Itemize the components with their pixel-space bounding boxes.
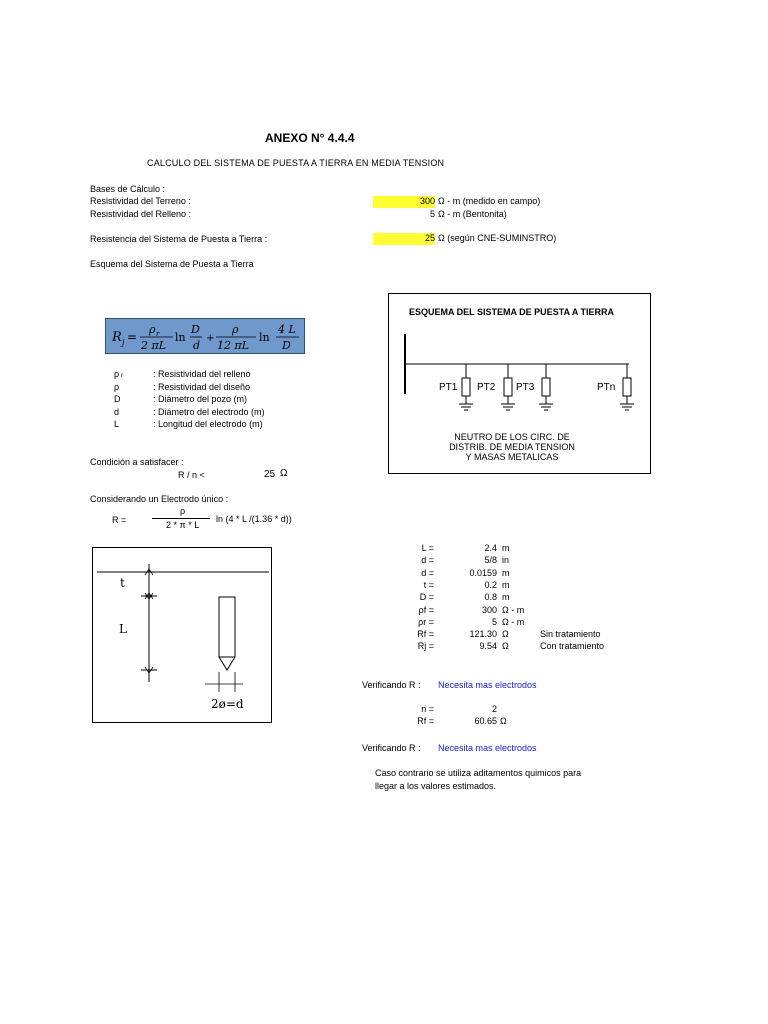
ground-rod-label: PT3 (516, 382, 535, 393)
legend-description: : Diámetro del pozo (m) (153, 394, 248, 404)
page-subtitle: CALCULO DEL SISTEMA DE PUESTA A TIERRA EN MEDIA TENSION (147, 158, 445, 168)
second-value: 60.65 (474, 715, 497, 726)
param-note: Con tratamiento (540, 641, 605, 652)
param-unit: Ω - m (502, 616, 525, 627)
legend-description: : Longitud del electrodo (m) (153, 419, 263, 429)
legend-symbol-sub: r (121, 373, 123, 379)
electrodo-num: ρ (180, 506, 186, 516)
resistencia-label: Resistencia del Sistema de Puesta a Tierra : (90, 234, 268, 244)
relleno-value: 5 (429, 209, 435, 219)
verify2-label: Verificando R : (362, 743, 421, 753)
condicion-unit: Ω (280, 468, 288, 479)
param-unit: Ω (502, 629, 509, 640)
formula-ln1: ln (175, 331, 186, 344)
param-name: ρf = (418, 604, 434, 615)
param-name: L = (421, 543, 434, 553)
formula-t2-num: D (191, 323, 200, 336)
electrodo-den: 2 * π * L (166, 520, 200, 530)
legend-symbol: ρ (114, 381, 120, 392)
param-unit: m (502, 543, 510, 553)
param-name: d = (421, 555, 434, 566)
second-name: n = (421, 704, 434, 714)
relleno-label: Resistividad del Relleno : (90, 209, 192, 219)
electrodo-r-eq: R = (112, 515, 127, 525)
ground-rod-label: PT1 (439, 382, 458, 393)
grounding-schema (388, 293, 651, 474)
electrodo-ln-expr: ln (4 * L /(1.36 * d)) (216, 514, 292, 524)
formula-ln2: ln (259, 331, 270, 344)
formula-lhs-sub: j (122, 338, 125, 347)
closing-line-1: Caso contrario se utiliza aditamentos quimicos para (375, 768, 582, 778)
param-name: Rf = (417, 629, 434, 640)
param-value: 121.30 (469, 629, 497, 640)
detail-t-label: t (120, 576, 125, 590)
esquema-label: Esquema del Sistema de Puesta a Tierra (90, 259, 254, 269)
param-unit: m (502, 567, 510, 578)
param-unit: Ω (502, 641, 509, 652)
page-title: ANEXO N° 4.4.4 (265, 131, 355, 145)
legend-symbol: d (114, 406, 120, 417)
param-name: t = (423, 579, 434, 590)
ground-rod-4 (623, 378, 631, 396)
param-value: 9.54 (479, 641, 497, 652)
ground-rod-1 (462, 378, 470, 396)
resistencia-value-cell[interactable] (373, 233, 435, 245)
second-value: 2 (491, 704, 497, 714)
bases-heading: Bases de Cálculo : (90, 184, 166, 194)
formula-plus: + (206, 333, 215, 344)
param-unit: in (502, 555, 510, 566)
electrode-detail (92, 547, 272, 723)
verify2-result: Necesita mas electrodos (438, 743, 537, 753)
formula-t3-num: ρ (232, 323, 239, 336)
schema-note-line: DISTRIB. DE MEDIA TENSION (449, 442, 575, 452)
legend-description: : Diámetro del electrodo (m) (153, 406, 265, 417)
param-value: 0.8 (484, 592, 497, 603)
condicion-value: 25 (264, 469, 276, 480)
param-value: 5 (491, 616, 497, 627)
detail-L-label: L (119, 622, 127, 636)
condicion-label: Condición a satisfacer : (90, 457, 184, 467)
param-value: 300 (481, 604, 497, 615)
ground-rod-label: PT2 (477, 382, 496, 393)
resistencia-unit: Ω (según CNE-SUMINSTRO) (438, 233, 557, 243)
param-unit: Ω - m (502, 604, 525, 615)
param-value: 0.2 (484, 579, 497, 590)
param-name: d = (421, 567, 434, 578)
formula-t3-den: 12 πL (217, 339, 250, 352)
electrodo-fraction-bar (152, 518, 210, 519)
relleno-unit: Ω - m (Bentonita) (438, 209, 507, 219)
formula-t2-den: d (193, 339, 201, 352)
formula-t4-den: D (282, 339, 291, 352)
formula-lhs: R (112, 330, 122, 345)
param-unit: m (502, 579, 510, 590)
resistance-formula (105, 318, 305, 354)
terreno-value: 300 (419, 196, 435, 206)
terreno-label: Resistividad del Terreno : (90, 196, 191, 206)
ground-rod-2 (504, 378, 512, 396)
electrodo-label: Considerando un Electrodo único : (90, 494, 229, 504)
legend-description: : Resistividad del relleno (153, 369, 251, 379)
closing-line-2: llegar a los valores estimados. (375, 781, 497, 791)
legend-symbol: ρ (114, 369, 120, 379)
formula-t1-num: ρ (149, 323, 156, 336)
param-value: 2.4 (484, 543, 497, 553)
param-name: ρr = (418, 616, 434, 627)
schema-note-line: Y MASAS METALICAS (465, 452, 559, 462)
formula-t1-num-sub: r (156, 330, 160, 338)
verify1-result: Necesita mas electrodos (438, 680, 537, 690)
param-value: 5/8 (484, 555, 497, 566)
terreno-unit: Ω - m (medido en campo) (438, 196, 541, 206)
schema-note-line: NEUTRO DE LOS CIRC. DE (454, 432, 570, 442)
second-unit: Ω (500, 715, 507, 726)
detail-dim-label: 2ø=d (211, 697, 244, 711)
param-value: 0.0159 (469, 567, 497, 578)
formula-t1-den: 2 πL (141, 339, 167, 352)
param-note: Sin tratamiento (540, 629, 601, 640)
formula-t4-num: 4 L (278, 323, 296, 336)
resistencia-value: 25 (424, 233, 435, 243)
ground-rod-3 (542, 378, 550, 396)
condicion-expr: R / n < (178, 470, 205, 480)
verify1-label: Verificando R : (362, 680, 421, 690)
param-name: D = (419, 592, 434, 603)
second-name: Rf = (417, 715, 434, 726)
ground-rod-label: PTn (597, 382, 616, 393)
param-name: Rj = (417, 641, 434, 652)
param-unit: m (502, 592, 510, 603)
legend-symbol: D (114, 394, 121, 404)
terreno-value-cell[interactable] (373, 196, 435, 208)
legend-symbol: L (114, 419, 120, 429)
svg-text:=: = (127, 330, 138, 344)
legend-description: : Resistividad del diseño (153, 381, 251, 392)
schema-title: ESQUEMA DEL SISTEMA DE PUESTA A TIERRA (409, 307, 615, 317)
